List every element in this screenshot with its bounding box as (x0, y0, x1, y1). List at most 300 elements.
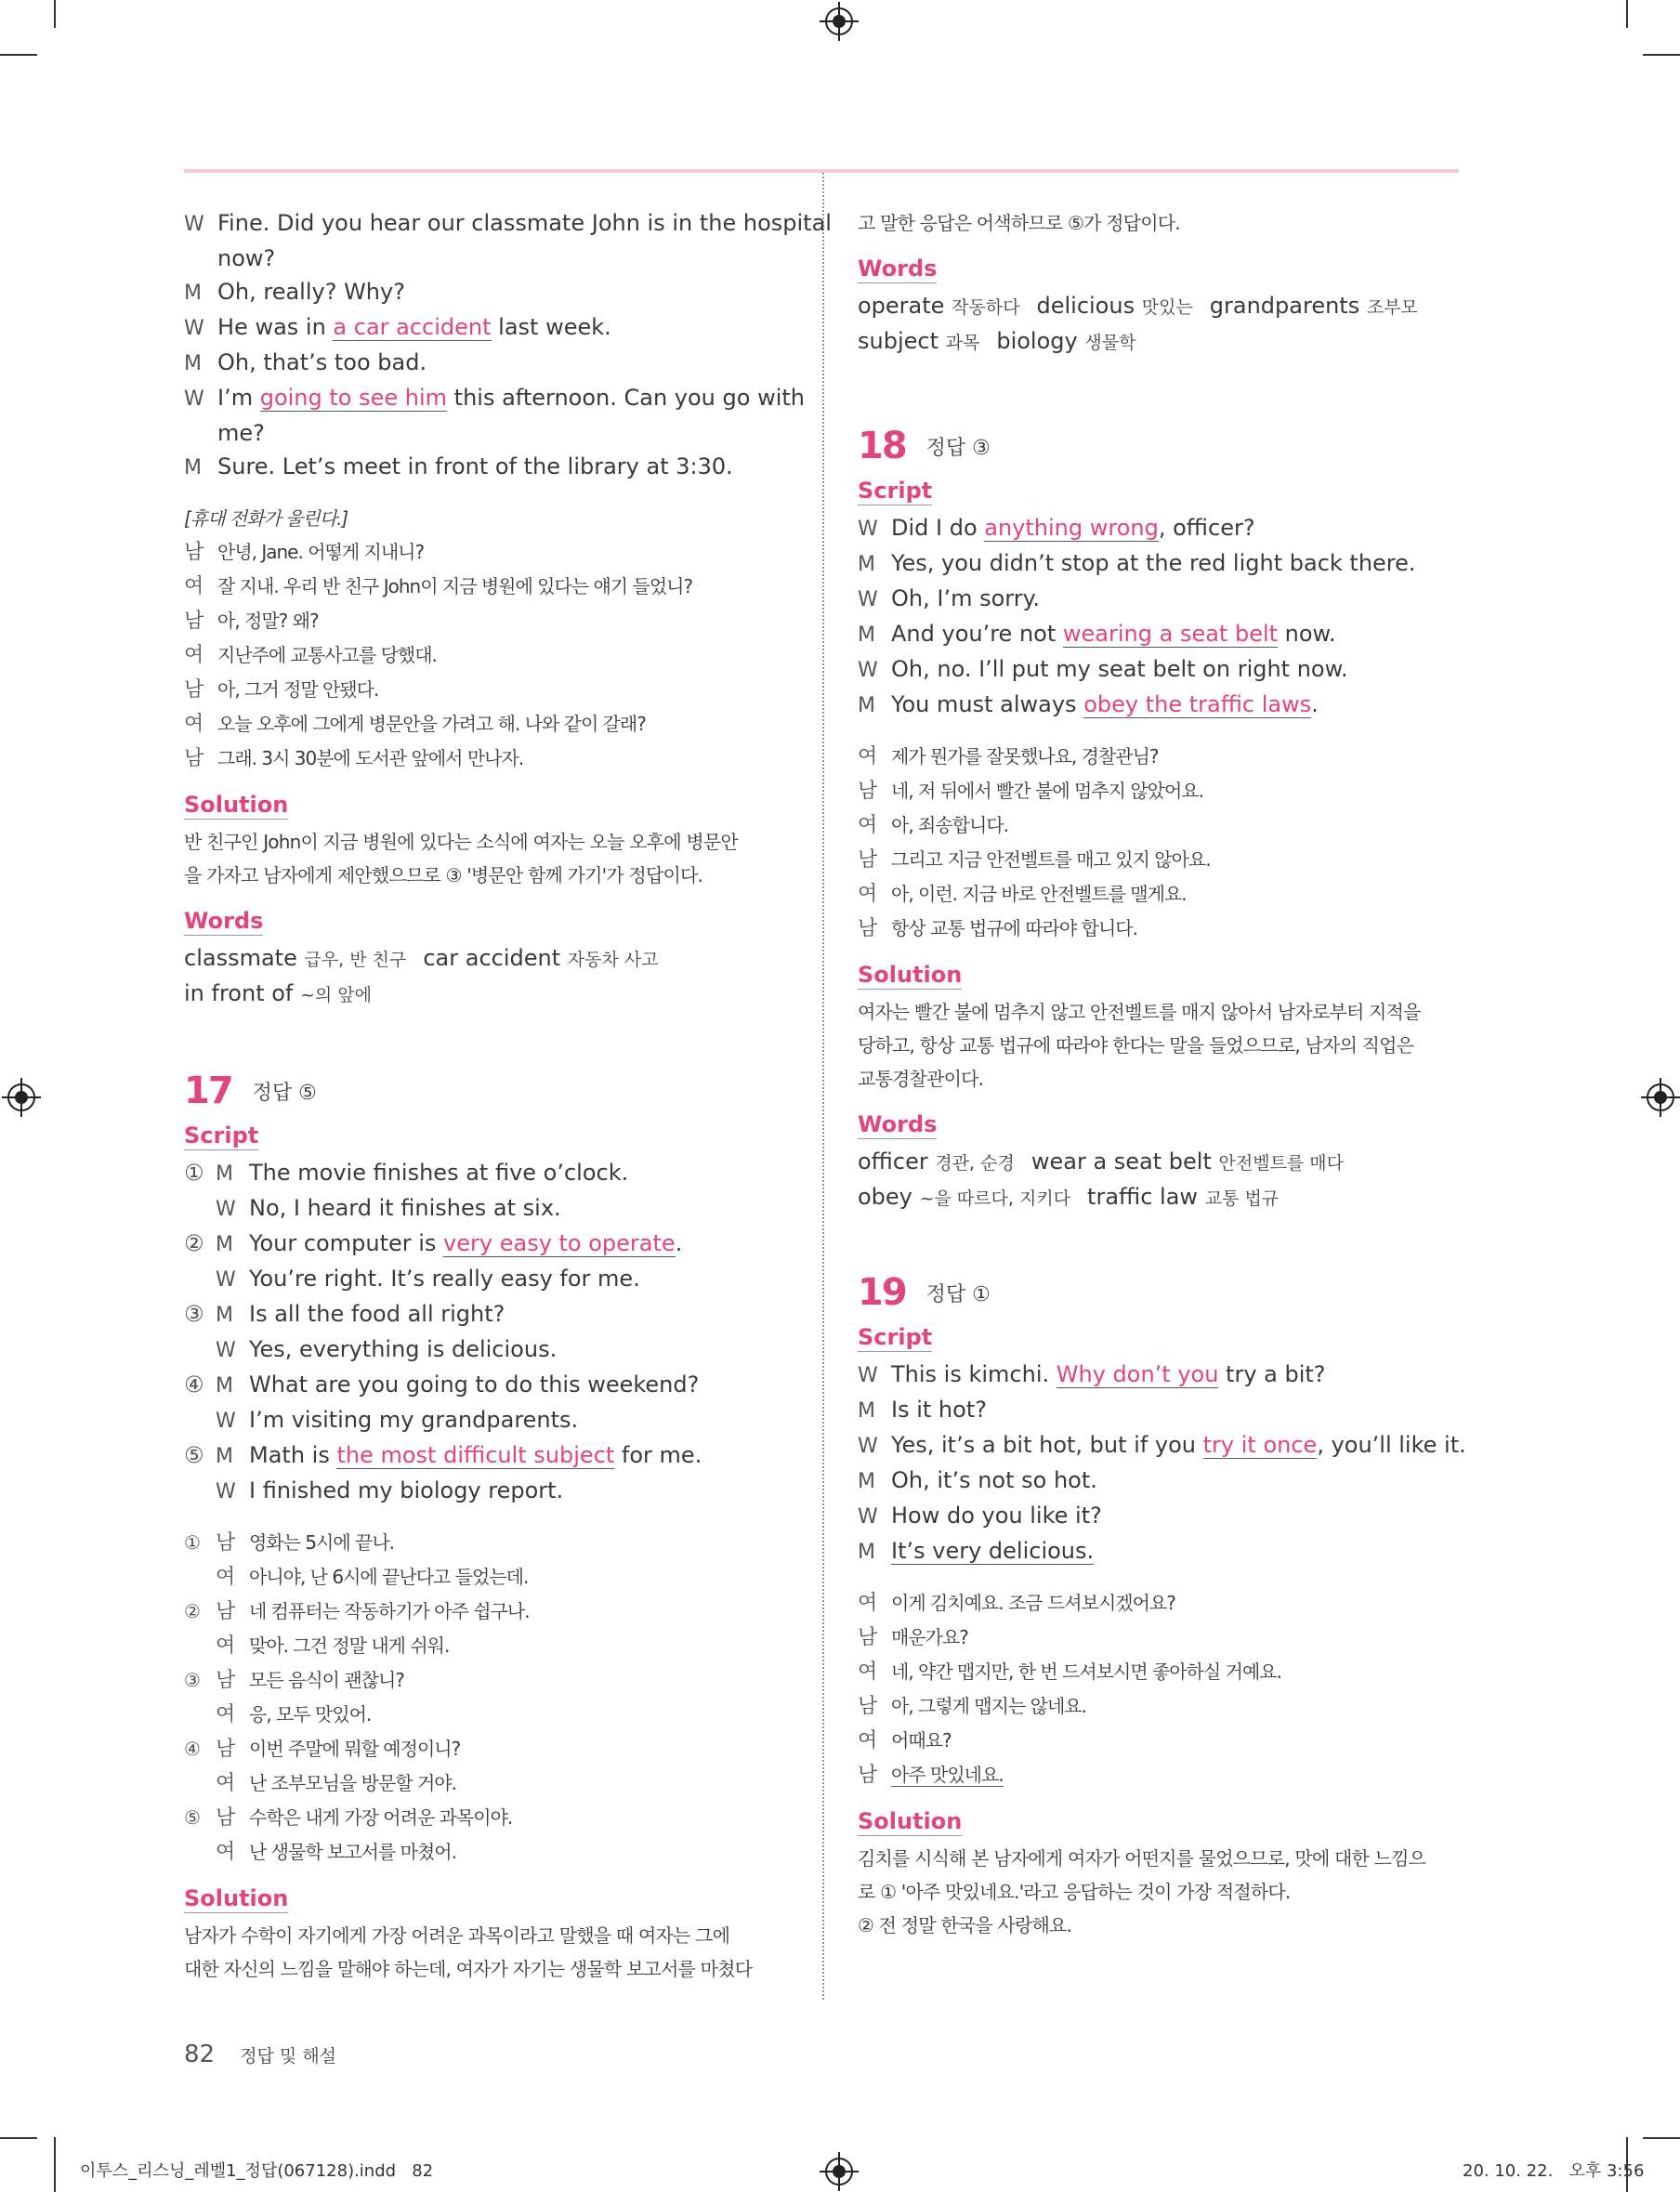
registration-mark-icon (7, 1083, 35, 1111)
item-number: ③ (184, 1669, 200, 1691)
q19-solution-text (858, 1842, 1458, 1942)
print-slug-timestamp: 20. 10. 22. 오후 3:56 (1463, 2161, 1645, 2181)
script-line (184, 1227, 784, 1262)
translation-line (858, 877, 1458, 912)
speaker-label: M (858, 1470, 875, 1493)
crop-mark (54, 0, 56, 28)
item-number: ⑤ (184, 1442, 204, 1468)
translation-line (858, 843, 1458, 877)
translation-line (184, 673, 784, 707)
translation-line (858, 808, 1458, 843)
translation-line (184, 535, 784, 570)
solution-line: 김치를 시식해 본 남자에게 여자가 어떤지를 물었으므로, 맛에 대한 느낌으 (858, 1847, 1426, 1870)
line-text: Yes, it’s a bit hot, but if you (891, 1432, 1203, 1458)
word-english: in front of (184, 980, 300, 1006)
solution-line: 당하고, 항상 교통 법규에 따라야 한다는 말을 들었으므로, 남자의 직업은 (858, 1034, 1414, 1057)
question-number: 18 (858, 425, 906, 467)
speaker-label: 남 (858, 780, 877, 803)
line-text: And you’re not (891, 621, 1063, 647)
footer-section-title: 정답 및 해설 (240, 2046, 337, 2067)
word-korean: ~을 따르다, 지키다 (919, 1188, 1071, 1209)
line-text: Sure. Let’s meet in front of the library at 3:30. (217, 453, 733, 479)
script-line (184, 1332, 784, 1368)
words-row (184, 941, 784, 977)
right-column (858, 206, 1466, 1942)
script-line (184, 1156, 784, 1191)
key-expression: try it once (1202, 1432, 1318, 1458)
line-text: 이게 김치예요. 조금 드셔보시겠어요? (891, 1592, 1175, 1614)
solution-line: 여자는 빨간 불에 멈추지 않고 안전벨트를 매지 않아서 남자로부터 지적을 (858, 1001, 1421, 1023)
item-number: ④ (184, 1372, 204, 1398)
answer-label: 정답 ⑤ (252, 1081, 317, 1105)
translation-line (184, 1835, 784, 1870)
translation-line (858, 740, 1458, 774)
speaker-label: W (216, 1339, 236, 1362)
item-number: ③ (184, 1301, 204, 1327)
speaker-label: W (858, 588, 878, 611)
speaker-label: 남 (858, 1764, 877, 1787)
translation-line (184, 1629, 784, 1663)
translation-line (858, 1586, 1458, 1621)
words-row (858, 289, 1458, 324)
word-korean: 자동차 사고 (567, 950, 659, 970)
line-text: Oh, no. I’ll put my seat belt on right now. (891, 656, 1348, 682)
line-text: I’m (217, 385, 260, 411)
words-row (858, 1145, 1458, 1180)
line-text: try a bit? (1218, 1361, 1326, 1387)
speaker-label: 여 (216, 1841, 235, 1864)
script-line (184, 1191, 784, 1227)
line-text: last week. (491, 314, 611, 340)
script-line (184, 381, 805, 416)
answer-label: 정답 ① (925, 1282, 991, 1306)
speaker-label: W (858, 1505, 878, 1529)
question-number: 17 (184, 1070, 232, 1112)
line-text: 잘 지내. 우리 반 친구 John이 지금 병원에 있다는 얘기 들었니? (217, 575, 693, 597)
translation-line (184, 604, 784, 638)
q17-solution-continued: 고 말한 응답은 어색하므로 ⑤가 정답이다. (858, 212, 1180, 234)
speaker-label: 여 (216, 1634, 235, 1658)
line-text: I finished my biology report. (249, 1477, 564, 1503)
solution-line: 대한 자신의 느낌을 말해야 하는데, 여자가 자기는 생물학 보고서를 마쳤다 (184, 1958, 753, 1980)
key-expression: going to see him (259, 385, 448, 411)
print-slug-file: 이투스_리스닝_레벨1_정답(067128).indd 82 (80, 2161, 434, 2181)
q18-words-list (858, 1145, 1458, 1215)
line-text: . (675, 1230, 683, 1256)
line-text: Oh, I’m sorry. (891, 585, 1040, 611)
line-text: 아, 죄송합니다. (891, 814, 1008, 836)
speaker-label: M (184, 282, 202, 305)
speaker-label: M (184, 456, 202, 479)
item-number: ① (184, 1160, 204, 1186)
page-number: 82 (184, 2041, 216, 2068)
translation-line (858, 1655, 1458, 1689)
q18-script-dialog (858, 511, 1458, 723)
solution-line: ② 전 정말 한국을 사랑해요. (858, 1914, 1072, 1936)
line-text: , you’ll like it. (1317, 1432, 1466, 1458)
script-line (858, 582, 1458, 617)
script-line (184, 1368, 784, 1403)
speaker-label: 여 (858, 1660, 877, 1684)
speaker-label: M (858, 623, 875, 647)
speaker-label: 여 (216, 1566, 235, 1589)
words-label: Words (858, 256, 938, 282)
q18-solution-text (858, 995, 1458, 1096)
line-text: 네 컴퓨터는 작동하기가 아주 쉽구나. (249, 1600, 530, 1622)
word-english: delicious (1036, 293, 1142, 319)
script-label: Script (184, 1122, 259, 1149)
solution-label: Solution (858, 962, 963, 988)
translation-line (184, 502, 784, 535)
registration-mark-icon (825, 7, 853, 35)
script-line (858, 1358, 1458, 1393)
key-expression: Why don’t you (1056, 1361, 1219, 1387)
speaker-label: M (184, 352, 202, 375)
key-expression: anything wrong (984, 515, 1159, 541)
line-text: 네, 약간 맵지만, 한 번 드셔보시면 좋아하실 거예요. (891, 1660, 1281, 1683)
line-text: now? (217, 245, 276, 271)
script-line (184, 1403, 784, 1438)
line-text: 그리고 지금 안전벨트를 매고 있지 않아요. (891, 848, 1211, 871)
line-text: 이번 주말에 뭐할 예정이니? (249, 1738, 461, 1760)
crop-mark (0, 2137, 37, 2139)
speaker-label: 여 (858, 1729, 877, 1752)
words-row (184, 977, 784, 1012)
word-english: operate (858, 293, 952, 319)
line-text: 네, 저 뒤에서 빨간 불에 멈추지 않았어요. (891, 780, 1203, 802)
solution-label: Solution (858, 1808, 963, 1834)
word-korean: 조부모 (1366, 297, 1418, 318)
translation-line (184, 742, 784, 776)
words-label: Words (858, 1111, 938, 1137)
speaker-label: W (858, 1435, 878, 1458)
question-19-header (858, 1271, 1458, 1314)
word-korean: ~의 앞에 (300, 985, 373, 1005)
line-text: , officer? (1158, 515, 1255, 541)
word-english: biology (996, 328, 1085, 354)
words-label: Words (184, 908, 264, 934)
translation-line (858, 1621, 1458, 1655)
line-text: How do you like it? (891, 1503, 1102, 1529)
key-expression: the most difficult subject (336, 1442, 615, 1468)
speaker-label: 여 (216, 1703, 235, 1726)
speaker-label: W (216, 1480, 236, 1503)
words-row (858, 324, 1458, 360)
speaker-label: M (858, 1541, 875, 1564)
speaker-label: 여 (858, 745, 877, 768)
q16-solution-text (184, 825, 784, 892)
line-text: He was in (217, 314, 334, 340)
script-line (184, 450, 784, 485)
script-line (184, 346, 784, 381)
speaker-label: 남 (216, 1531, 235, 1555)
speaker-label: W (184, 387, 204, 411)
speaker-label: W (216, 1410, 236, 1433)
registration-mark-icon (1647, 1083, 1674, 1111)
translation-line (184, 570, 784, 604)
line-text: Did I do (891, 515, 985, 541)
key-expression: obey the traffic laws (1083, 691, 1312, 717)
line-text: 지난주에 교통사고를 당했대. (217, 644, 437, 666)
key-expression: wearing a seat belt (1062, 621, 1279, 647)
script-label: Script (858, 478, 933, 504)
translation-line (858, 1724, 1458, 1758)
speaker-label: 남 (216, 1600, 235, 1623)
solution-label: Solution (184, 792, 289, 818)
speaker-label: M (858, 553, 875, 576)
translation-line (858, 1689, 1458, 1724)
item-number: ④ (184, 1738, 200, 1760)
script-line (858, 1393, 1458, 1428)
line-text: You must always (891, 691, 1084, 717)
translation-line (184, 1663, 784, 1698)
script-line (184, 206, 832, 242)
script-line (858, 511, 1458, 546)
script-line (184, 1438, 784, 1474)
line-text: 아니야, 난 6시에 끝난다고 들었는데. (249, 1566, 529, 1588)
line-text: Is it hot? (891, 1397, 987, 1423)
translation-line (184, 1526, 784, 1560)
translation-line (858, 912, 1458, 946)
speaker-label: M (216, 1233, 233, 1256)
q17-script-dialog (184, 1156, 784, 1509)
translation-line (858, 1758, 1458, 1792)
word-korean: 과목 (945, 333, 980, 353)
words-row (858, 1180, 1458, 1215)
speaker-label: M (858, 1399, 875, 1423)
line-text: 어때요? (891, 1729, 952, 1752)
word-english: grandparents (1209, 293, 1367, 319)
speaker-label: 남 (858, 917, 877, 940)
speaker-label: 남 (184, 541, 203, 564)
word-english: subject (858, 328, 946, 354)
crop-mark (1626, 0, 1628, 28)
translation-line (184, 1766, 784, 1801)
word-english: officer (858, 1149, 936, 1175)
crop-mark (54, 2137, 56, 2192)
key-expression: very easy to operate (443, 1230, 676, 1256)
translation-line (184, 1801, 784, 1835)
q19-korean-translation (858, 1586, 1458, 1792)
line-text: Yes, you didn’t stop at the red light back there. (891, 550, 1416, 576)
line-text: What are you going to do this weekend? (249, 1372, 700, 1398)
line-text: me? (217, 420, 265, 446)
word-english: car accident (423, 945, 568, 971)
crop-mark (1643, 54, 1680, 56)
line-text: The movie finishes at five o’clock. (249, 1160, 629, 1186)
speaker-label: 남 (216, 1806, 235, 1830)
line-text: . (1311, 691, 1319, 717)
word-korean: 생물학 (1084, 333, 1136, 353)
speaker-label: 남 (184, 678, 203, 702)
word-korean: 경관, 순경 (935, 1153, 1015, 1174)
speaker-label: 남 (184, 747, 203, 770)
speaker-label: M (216, 1374, 233, 1398)
script-line (858, 617, 1458, 652)
line-text: 안녕, Jane. 어떻게 지내니? (217, 541, 425, 563)
translation-line (858, 774, 1458, 808)
word-korean: 작동하다 (952, 297, 1020, 318)
script-line (184, 1474, 784, 1509)
line-text: Oh, really? Why? (217, 279, 405, 305)
script-line (858, 546, 1458, 582)
q17-korean-translation (184, 1526, 784, 1870)
word-english: obey (858, 1184, 920, 1210)
translation-line (184, 1698, 784, 1732)
script-line (184, 310, 784, 346)
word-english: wear a seat belt (1030, 1149, 1219, 1175)
line-text: 영화는 5시에 끝나. (249, 1531, 395, 1554)
line-text: 항상 교통 법규에 따라야 합니다. (891, 917, 1137, 939)
speaker-label: W (216, 1198, 236, 1221)
q17-words-list (858, 289, 1458, 360)
line-text: Oh, that’s too bad. (217, 349, 427, 375)
translation-line (184, 1595, 784, 1629)
q16-script-dialog (184, 206, 832, 485)
line-text: Math is (249, 1442, 337, 1468)
word-korean: 급우, 반 친구 (304, 950, 407, 970)
translation-line (184, 638, 784, 673)
speaker-label: M (216, 1304, 233, 1327)
script-line (858, 652, 1458, 688)
q17-solution-text (184, 1919, 784, 1986)
line-text: this afternoon. Can you go with (447, 385, 805, 411)
speaker-label: 여 (184, 713, 203, 736)
answer-label: 정답 ③ (925, 436, 991, 460)
speaker-label: M (216, 1445, 233, 1468)
line-text: Is all the food all right? (249, 1301, 505, 1327)
line-text: 매운가요? (891, 1626, 968, 1648)
line-text: This is kimchi. (891, 1361, 1057, 1387)
speaker-label: 남 (216, 1738, 235, 1761)
script-line (184, 416, 784, 450)
speaker-label: 남 (858, 1626, 877, 1649)
line-text: No, I heard it finishes at six. (249, 1195, 561, 1221)
column-divider (822, 173, 824, 2000)
answer-line: 아주 맛있네요. (891, 1764, 1004, 1786)
solution-line: 로 ① '아주 맛있네요.'라고 응답하는 것이 가장 적절하다. (858, 1881, 1291, 1903)
item-number: ⑤ (184, 1806, 200, 1829)
script-line (858, 1499, 1458, 1534)
line-text: Oh, it’s not so hot. (891, 1467, 1097, 1493)
crop-mark (1643, 2137, 1680, 2139)
translation-line (184, 707, 784, 742)
line-text: 아, 그거 정말 안됐다. (217, 678, 379, 701)
registration-mark-icon (825, 2158, 853, 2185)
line-text: 제가 뭔가를 잘못했나요, 경찰관님? (891, 745, 1159, 768)
solution-line: 반 친구인 John이 지금 병원에 있다는 소식에 여자는 오늘 오후에 병문안 (184, 831, 738, 853)
line-text: 오늘 오후에 그에게 병문안을 가려고 해. 나와 같이 갈래? (217, 713, 646, 735)
speaker-label: 남 (858, 1695, 877, 1718)
answer-line: It’s very delicious. (891, 1538, 1095, 1564)
speaker-label: 여 (858, 883, 877, 906)
line-text: [휴대 전화가 울린다.] (184, 507, 348, 530)
line-text: 난 생물학 보고서를 마쳤어. (249, 1841, 456, 1863)
item-number: ① (184, 1531, 200, 1554)
line-text: Your computer is (249, 1230, 444, 1256)
line-text: for me. (614, 1442, 702, 1468)
header-rule (184, 169, 1459, 173)
speaker-label: 여 (858, 814, 877, 837)
line-text: 아, 정말? 왜? (217, 610, 319, 632)
speaker-label: M (858, 694, 875, 717)
speaker-label: 남 (184, 610, 203, 633)
speaker-label: W (858, 1364, 878, 1387)
script-line (858, 688, 1458, 723)
line-text: Yes, everything is delicious. (249, 1336, 558, 1362)
script-line (858, 1534, 1458, 1569)
word-english: traffic law (1087, 1184, 1205, 1210)
item-number: ② (184, 1230, 204, 1256)
translation-line (184, 1732, 784, 1766)
speaker-label: 여 (184, 644, 203, 667)
line-text: Fine. Did you hear our classmate John is in the hospital (217, 210, 832, 236)
line-text: 맞아. 그건 정말 내게 쉬워. (249, 1634, 450, 1657)
left-column (184, 206, 832, 1986)
speaker-label: 남 (216, 1669, 235, 1692)
speaker-label: W (858, 659, 878, 682)
script-line (184, 1297, 784, 1332)
script-line (184, 275, 784, 310)
translation-line (184, 1560, 784, 1595)
speaker-label: M (216, 1162, 233, 1186)
speaker-label: 여 (216, 1772, 235, 1795)
speaker-label: W (858, 518, 878, 541)
line-text: 응, 모두 맛있어. (249, 1703, 372, 1726)
line-text: 모든 음식이 괜찮니? (249, 1669, 404, 1691)
line-text: 아, 그렇게 맵지는 않네요. (891, 1695, 1086, 1717)
speaker-label: W (184, 213, 204, 236)
word-korean: 교통 법규 (1204, 1188, 1280, 1209)
solution-label: Solution (184, 1885, 289, 1911)
script-label: Script (858, 1324, 933, 1350)
line-text: You’re right. It’s really easy for me. (249, 1266, 640, 1292)
script-line (184, 242, 784, 275)
speaker-label: 여 (184, 575, 203, 598)
line-text: now. (1278, 621, 1336, 647)
word-korean: 안전벨트를 매다 (1218, 1153, 1345, 1174)
word-korean: 맛있는 (1141, 297, 1193, 318)
script-line (858, 1464, 1458, 1499)
speaker-label: W (216, 1268, 236, 1292)
line-text: 난 조부모님을 방문할 거야. (249, 1772, 456, 1794)
key-expression: a car accident (333, 314, 492, 340)
solution-line: 을 가자고 남자에게 제안했으므로 ③ '병문안 함께 가기'가 정답이다. (184, 864, 703, 886)
word-english: classmate (184, 945, 305, 971)
speaker-label: 여 (858, 1592, 877, 1615)
speaker-label: 남 (858, 848, 877, 872)
line-text: I’m visiting my grandparents. (249, 1407, 579, 1433)
page-footer (184, 2041, 336, 2068)
line-text: 그래. 3시 30분에 도서관 앞에서 만나자. (217, 747, 524, 769)
question-18-header (858, 425, 1458, 467)
question-number: 19 (858, 1271, 906, 1314)
q16-words-list (184, 941, 784, 1012)
q19-script-dialog (858, 1358, 1466, 1569)
script-line (184, 1262, 784, 1297)
q16-korean-translation (184, 502, 784, 776)
speaker-label: W (184, 317, 204, 340)
q18-korean-translation (858, 740, 1458, 946)
line-text: 수학은 내게 가장 어려운 과목이야. (249, 1806, 513, 1829)
solution-line: 남자가 수학이 자기에게 가장 어려운 과목이라고 말했을 때 여자는 그에 (184, 1924, 730, 1947)
question-17-header (184, 1070, 784, 1112)
item-number: ② (184, 1600, 200, 1622)
script-line (858, 1428, 1466, 1464)
line-text: 아, 이런. 지금 바로 안전벨트를 맬게요. (891, 883, 1187, 905)
solution-line: 교통경찰관이다. (858, 1068, 984, 1090)
crop-mark (0, 54, 37, 56)
